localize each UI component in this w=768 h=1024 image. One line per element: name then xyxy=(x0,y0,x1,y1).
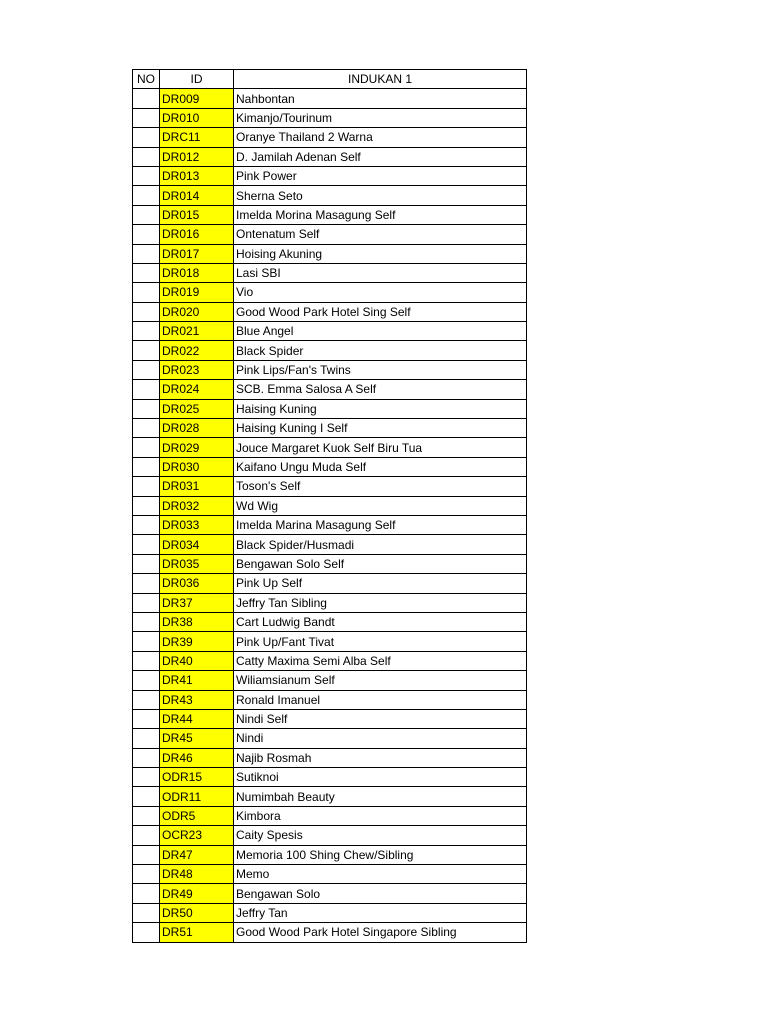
cell-id: DRC11 xyxy=(160,128,234,147)
table-row xyxy=(133,729,527,748)
cell-id: DR036 xyxy=(160,574,234,593)
cell-indukan: Cart Ludwig Bandt xyxy=(234,612,527,631)
cell-no xyxy=(133,884,160,903)
cell-id: DR034 xyxy=(160,535,234,554)
table-row xyxy=(133,438,527,457)
table-row xyxy=(133,399,527,418)
cell-indukan: Wd Wig xyxy=(234,496,527,515)
cell-id: DR51 xyxy=(160,923,234,942)
table-row xyxy=(133,787,527,806)
cell-no xyxy=(133,360,160,379)
cell-indukan: Pink Power xyxy=(234,166,527,185)
cell-id: DR035 xyxy=(160,554,234,573)
cell-indukan: Ronald Imanuel xyxy=(234,690,527,709)
cell-indukan: Pink Up/Fant Tivat xyxy=(234,632,527,651)
cell-indukan: Nindi xyxy=(234,729,527,748)
cell-no xyxy=(133,535,160,554)
cell-indukan: Sherna Seto xyxy=(234,186,527,205)
cell-no xyxy=(133,128,160,147)
cell-no xyxy=(133,380,160,399)
cell-no xyxy=(133,651,160,670)
table-row xyxy=(133,89,527,108)
table-row xyxy=(133,671,527,690)
cell-indukan: Bengawan Solo xyxy=(234,884,527,903)
table-row xyxy=(133,108,527,127)
cell-indukan: Good Wood Park Hotel Sing Self xyxy=(234,302,527,321)
cell-id: DR014 xyxy=(160,186,234,205)
cell-indukan: Lasi SBI xyxy=(234,263,527,282)
table-row xyxy=(133,632,527,651)
table-row xyxy=(133,923,527,942)
cell-id: DR48 xyxy=(160,865,234,884)
table-row xyxy=(133,302,527,321)
cell-indukan: Caity Spesis xyxy=(234,826,527,845)
cell-no xyxy=(133,671,160,690)
cell-no xyxy=(133,612,160,631)
table-row xyxy=(133,535,527,554)
table-row xyxy=(133,360,527,379)
table-row xyxy=(133,128,527,147)
cell-indukan: Kimanjo/Tourinum xyxy=(234,108,527,127)
cell-id: DR022 xyxy=(160,341,234,360)
cell-no xyxy=(133,225,160,244)
table-row xyxy=(133,515,527,534)
table-row xyxy=(133,612,527,631)
cell-id: DR37 xyxy=(160,593,234,612)
cell-id: DR025 xyxy=(160,399,234,418)
cell-no xyxy=(133,108,160,127)
cell-no xyxy=(133,302,160,321)
cell-indukan: Kimbora xyxy=(234,806,527,825)
cell-indukan: Oranye Thailand 2 Warna xyxy=(234,128,527,147)
cell-indukan: Jeffry Tan xyxy=(234,903,527,922)
cell-id: DR019 xyxy=(160,283,234,302)
cell-id: DR031 xyxy=(160,477,234,496)
cell-no xyxy=(133,632,160,651)
cell-no xyxy=(133,865,160,884)
cell-no xyxy=(133,748,160,767)
cell-no xyxy=(133,89,160,108)
cell-no xyxy=(133,283,160,302)
cell-indukan: Imelda Morina Masagung Self xyxy=(234,205,527,224)
header-induk: INDUKAN 1 xyxy=(234,70,527,89)
cell-no xyxy=(133,826,160,845)
table-row xyxy=(133,690,527,709)
table-row xyxy=(133,477,527,496)
table-row xyxy=(133,419,527,438)
cell-id: DR033 xyxy=(160,515,234,534)
cell-indukan: Pink Lips/Fan's Twins xyxy=(234,360,527,379)
cell-no xyxy=(133,923,160,942)
cell-id: DR46 xyxy=(160,748,234,767)
header-row xyxy=(133,70,527,89)
cell-indukan: Memo xyxy=(234,865,527,884)
table-row xyxy=(133,574,527,593)
cell-indukan: Wiliamsianum Self xyxy=(234,671,527,690)
cell-indukan: Ontenatum Self xyxy=(234,225,527,244)
cell-id: DR43 xyxy=(160,690,234,709)
cell-id: ODR11 xyxy=(160,787,234,806)
cell-indukan: Black Spider xyxy=(234,341,527,360)
cell-id: DR41 xyxy=(160,671,234,690)
cell-indukan: D. Jamilah Adenan Self xyxy=(234,147,527,166)
cell-no xyxy=(133,787,160,806)
cell-no xyxy=(133,419,160,438)
table-row xyxy=(133,806,527,825)
cell-id: DR49 xyxy=(160,884,234,903)
cell-id: DR021 xyxy=(160,322,234,341)
table-row xyxy=(133,884,527,903)
cell-no xyxy=(133,593,160,612)
cell-no xyxy=(133,341,160,360)
cell-id: DR032 xyxy=(160,496,234,515)
cell-no xyxy=(133,806,160,825)
table-row xyxy=(133,166,527,185)
table-row xyxy=(133,554,527,573)
table-row xyxy=(133,205,527,224)
cell-no xyxy=(133,438,160,457)
cell-indukan: Imelda Marina Masagung Self xyxy=(234,515,527,534)
cell-indukan: Catty Maxima Semi Alba Self xyxy=(234,651,527,670)
table-row xyxy=(133,903,527,922)
cell-id: DR38 xyxy=(160,612,234,631)
data-table xyxy=(132,69,527,943)
cell-id: DR023 xyxy=(160,360,234,379)
cell-indukan: Vio xyxy=(234,283,527,302)
cell-indukan: Toson's Self xyxy=(234,477,527,496)
cell-no xyxy=(133,709,160,728)
cell-indukan: SCB. Emma Salosa A Self xyxy=(234,380,527,399)
cell-no xyxy=(133,186,160,205)
table-row xyxy=(133,341,527,360)
cell-no xyxy=(133,496,160,515)
cell-no xyxy=(133,768,160,787)
cell-no xyxy=(133,147,160,166)
cell-id: DR028 xyxy=(160,419,234,438)
cell-no xyxy=(133,244,160,263)
cell-id: DR44 xyxy=(160,709,234,728)
cell-id: DR016 xyxy=(160,225,234,244)
table-row xyxy=(133,283,527,302)
cell-id: DR029 xyxy=(160,438,234,457)
cell-no xyxy=(133,457,160,476)
cell-no xyxy=(133,845,160,864)
cell-indukan: Najib Rosmah xyxy=(234,748,527,767)
cell-indukan: Hoising Akuning xyxy=(234,244,527,263)
table-row xyxy=(133,263,527,282)
cell-id: DR030 xyxy=(160,457,234,476)
table-row xyxy=(133,380,527,399)
table-row xyxy=(133,496,527,515)
cell-id: DR47 xyxy=(160,845,234,864)
cell-no xyxy=(133,477,160,496)
cell-indukan: Nahbontan xyxy=(234,89,527,108)
table-row xyxy=(133,147,527,166)
cell-no xyxy=(133,903,160,922)
cell-no xyxy=(133,515,160,534)
cell-id: ODR5 xyxy=(160,806,234,825)
cell-no xyxy=(133,322,160,341)
table-row xyxy=(133,845,527,864)
cell-id: DR40 xyxy=(160,651,234,670)
table-row xyxy=(133,322,527,341)
cell-id: DR015 xyxy=(160,205,234,224)
header-id: ID xyxy=(160,70,234,89)
cell-indukan: Pink Up Self xyxy=(234,574,527,593)
table-row xyxy=(133,709,527,728)
cell-indukan: Good Wood Park Hotel Singapore Sibling xyxy=(234,923,527,942)
table-body xyxy=(133,89,527,942)
cell-no xyxy=(133,166,160,185)
table-row xyxy=(133,244,527,263)
cell-no xyxy=(133,263,160,282)
cell-no xyxy=(133,205,160,224)
table-row xyxy=(133,457,527,476)
cell-no xyxy=(133,554,160,573)
cell-indukan: Memoria 100 Shing Chew/Sibling xyxy=(234,845,527,864)
cell-indukan: Jeffry Tan Sibling xyxy=(234,593,527,612)
cell-id: OCR23 xyxy=(160,826,234,845)
table-row xyxy=(133,865,527,884)
cell-id: DR020 xyxy=(160,302,234,321)
cell-id: DR017 xyxy=(160,244,234,263)
cell-id: DR018 xyxy=(160,263,234,282)
cell-id: DR45 xyxy=(160,729,234,748)
cell-id: DR012 xyxy=(160,147,234,166)
cell-indukan: Nindi Self xyxy=(234,709,527,728)
table-row xyxy=(133,225,527,244)
cell-indukan: Blue Angel xyxy=(234,322,527,341)
cell-indukan: Kaifano Ungu Muda Self xyxy=(234,457,527,476)
cell-id: DR013 xyxy=(160,166,234,185)
cell-no xyxy=(133,690,160,709)
table-row xyxy=(133,593,527,612)
cell-id: DR010 xyxy=(160,108,234,127)
cell-no xyxy=(133,399,160,418)
cell-indukan: Haising Kuning I Self xyxy=(234,419,527,438)
cell-indukan: Haising Kuning xyxy=(234,399,527,418)
table-row xyxy=(133,748,527,767)
table-row xyxy=(133,186,527,205)
table-header xyxy=(133,70,527,89)
cell-id: ODR15 xyxy=(160,768,234,787)
cell-no xyxy=(133,729,160,748)
cell-id: DR50 xyxy=(160,903,234,922)
cell-indukan: Sutiknoi xyxy=(234,768,527,787)
table-row xyxy=(133,768,527,787)
header-no: NO xyxy=(133,70,160,89)
cell-id: DR39 xyxy=(160,632,234,651)
cell-indukan: Black Spider/Husmadi xyxy=(234,535,527,554)
cell-no xyxy=(133,574,160,593)
cell-id: DR009 xyxy=(160,89,234,108)
cell-indukan: Jouce Margaret Kuok Self Biru Tua xyxy=(234,438,527,457)
cell-indukan: Numimbah Beauty xyxy=(234,787,527,806)
table-row xyxy=(133,651,527,670)
cell-indukan: Bengawan Solo Self xyxy=(234,554,527,573)
cell-id: DR024 xyxy=(160,380,234,399)
table-row xyxy=(133,826,527,845)
